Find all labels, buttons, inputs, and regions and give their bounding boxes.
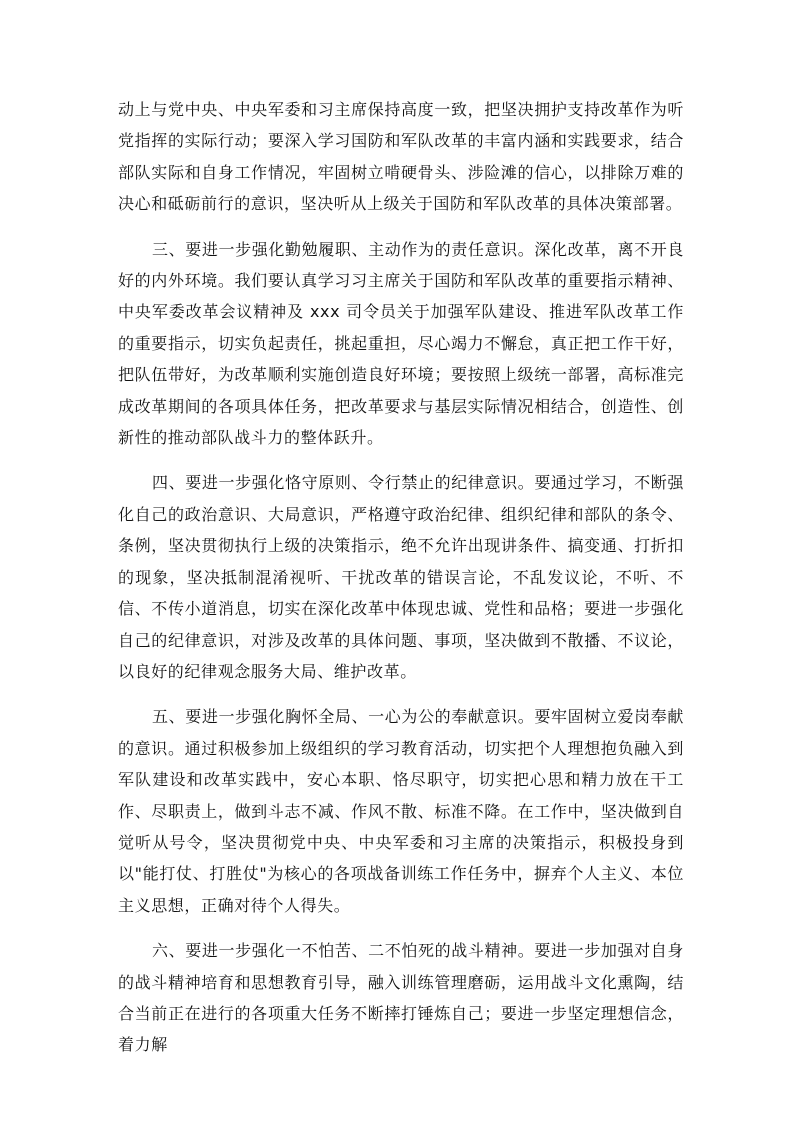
paragraph-section-five: 五、要进一步强化胸怀全局、一心为公的奉献意识。要牢固树立爱岗奉献的意识。通过积极参加上级组织的学习教育活动，切实把个人理想抱负融入到军队建设和改革实践中，安心本职、恪尽职守，切实把心思和精力放在干工作、尽职责上，做到斗志不减、作风不散、标准不降。在工作中，坚决做到自觉听从号令，坚决贯彻党中央、中央军委和习主席的决策指示，积极投身到以"能打仗、打胜仗"为核心的各项战备训练工作任务中，摒弃个人主义、本位主义思想，正确对待个人得失。 bbox=[118, 707, 684, 915]
paragraph-section-four: 四、要进一步强化恪守原则、令行禁止的纪律意识。要通过学习，不断强化自己的政治意识、大局意识，严格遵守政治纪律、组织纪律和部队的条令、条例，坚决贯彻执行上级的决策指示，绝不允许出现讲条件、搞变通、打折扣的现象，坚决抵制混淆视听、干扰改革的错误言论，不乱发议论，不听、不信、不传小道消息，切实在深化改革中体现忠诚、党性和品格；要进一步强化自己的纪律意识，对涉及改革的具体问题、事项，坚决做到不散播、不议论，以良好的纪律观念服务大局、维护改革。 bbox=[118, 473, 684, 681]
paragraph-section-six: 六、要进一步强化一不怕苦、二不怕死的战斗精神。要进一步加强对自身的战斗精神培育和思想教育引导，融入训练管理磨砺，运用战斗文化熏陶，结合当前正在进行的各项重大任务不断摔打锤炼自己；要进一步坚定理想信念，着力解 bbox=[118, 941, 684, 1055]
document-body bbox=[118, 94, 684, 1061]
paragraph-section-three: 三、要进一步强化勤勉履职、主动作为的责任意识。深化改革，离不开良好的内外环境。我们要认真学习习主席关于国防和军队改革的重要指示精神、中央军委改革会议精神及 xxx 司令员关于加强军队建设、推进军队改革工作的重要指示，切实负起责任，挑起重担，尽心竭力不懈怠，真正把工作干好，把队伍带好，为改革顺利实施创造良好环境；要按照上级统一部署，高标准完成改革期间的各项具体任务，把改革要求与基层实际情况相结合，创造性、创新性的推动部队战斗力的整体跃升。 bbox=[118, 239, 684, 448]
paragraph-continuation: 动上与党中央、中央军委和习主席保持高度一致，把坚决拥护支持改革作为听党指挥的实际行动；要深入学习国防和军队改革的丰富内涵和实践要求，结合部队实际和自身工作情况，牢固树立啃硬骨头、涉险滩的信心，以排除万难的决心和砥砺前行的意识，坚决听从上级关于国防和军队改革的具体决策部署。 bbox=[118, 100, 684, 214]
